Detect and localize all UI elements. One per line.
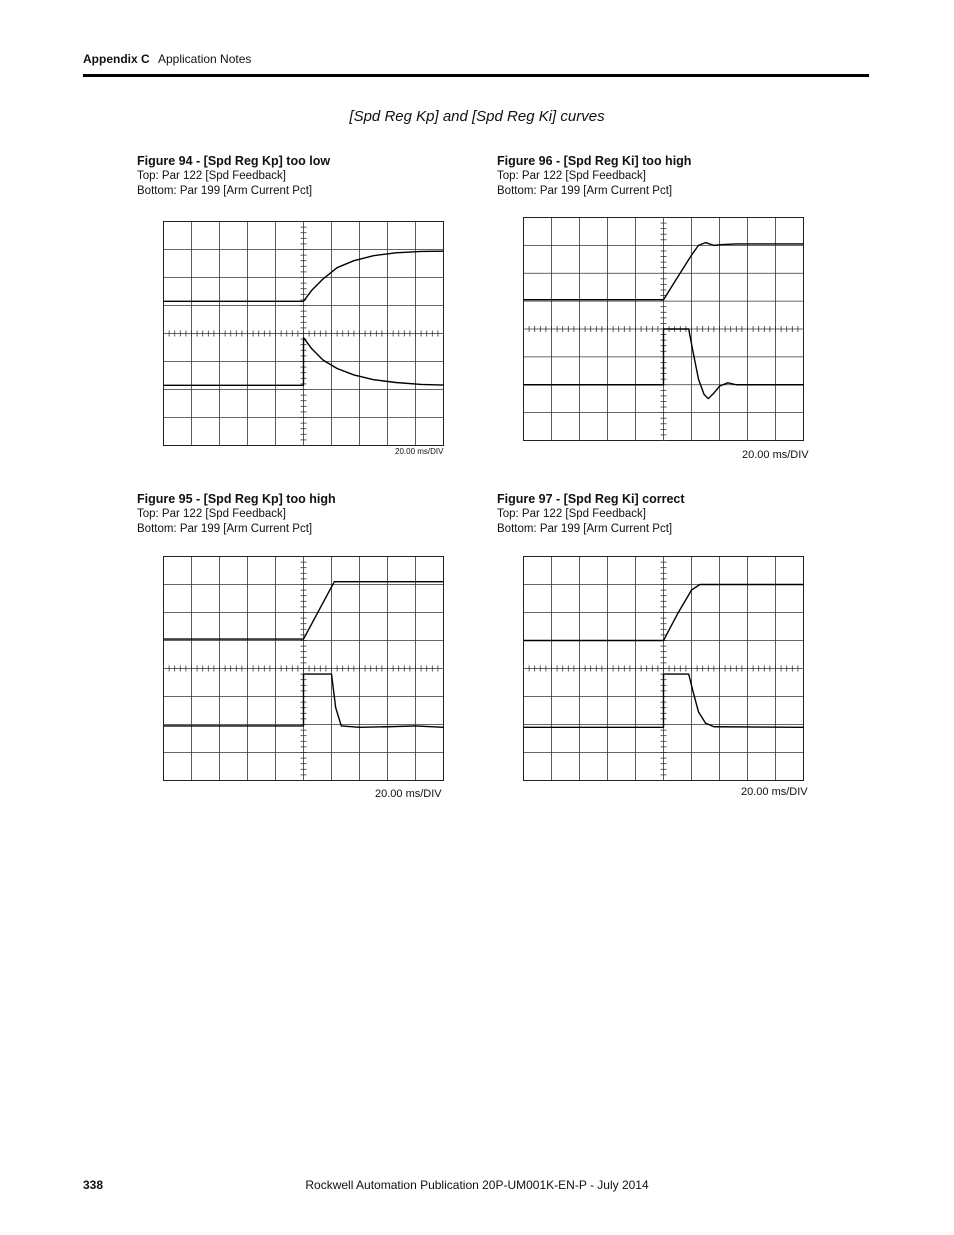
- figure-top-trace-label: Top: Par 122 [Spd Feedback]: [137, 170, 286, 182]
- figure-bottom-trace-label: Bottom: Par 199 [Arm Current Pct]: [137, 523, 313, 535]
- section-label: Application Notes: [158, 52, 252, 66]
- appendix-label: Appendix C: [83, 52, 150, 66]
- section-title: [Spd Reg Kp] and [Spd Reg Ki] curves: [349, 108, 605, 125]
- publication-info: Rockwell Automation Publication 20P-UM001K-EN-P - July 2014: [305, 1178, 649, 1192]
- trace-arm-current: [524, 674, 804, 727]
- figure-title: Figure 96 - [Spd Reg Ki] too high: [497, 154, 692, 168]
- timebase-label: 20.00 ms/DIV: [741, 786, 808, 798]
- timebase-label: 20.00 ms/DIV: [395, 447, 444, 456]
- figure-bottom-trace-label: Bottom: Par 199 [Arm Current Pct]: [497, 185, 673, 197]
- figure-top-trace-label: Top: Par 122 [Spd Feedback]: [497, 170, 646, 182]
- trace-arm-current: [164, 674, 444, 727]
- header-rule: [83, 74, 869, 77]
- scope-plot-figure-95: [163, 556, 444, 781]
- figure-top-trace-label: Top: Par 122 [Spd Feedback]: [137, 508, 286, 520]
- figure-bottom-trace-label: Bottom: Par 199 [Arm Current Pct]: [497, 523, 673, 535]
- scope-plot-figure-94: [163, 221, 444, 446]
- figure-bottom-trace-label: Bottom: Par 199 [Arm Current Pct]: [137, 185, 313, 197]
- figure-title: Figure 94 - [Spd Reg Kp] too low: [137, 154, 331, 168]
- timebase-label: 20.00 ms/DIV: [375, 788, 442, 800]
- scope-plot-figure-97: [523, 556, 804, 781]
- timebase-label: 20.00 ms/DIV: [742, 449, 809, 461]
- figure-top-trace-label: Top: Par 122 [Spd Feedback]: [497, 508, 646, 520]
- figure-title: Figure 95 - [Spd Reg Kp] too high: [137, 492, 336, 506]
- figure-title: Figure 97 - [Spd Reg Ki] correct: [497, 492, 685, 506]
- page-number: 338: [83, 1178, 104, 1192]
- scope-plot-figure-96: [523, 217, 804, 441]
